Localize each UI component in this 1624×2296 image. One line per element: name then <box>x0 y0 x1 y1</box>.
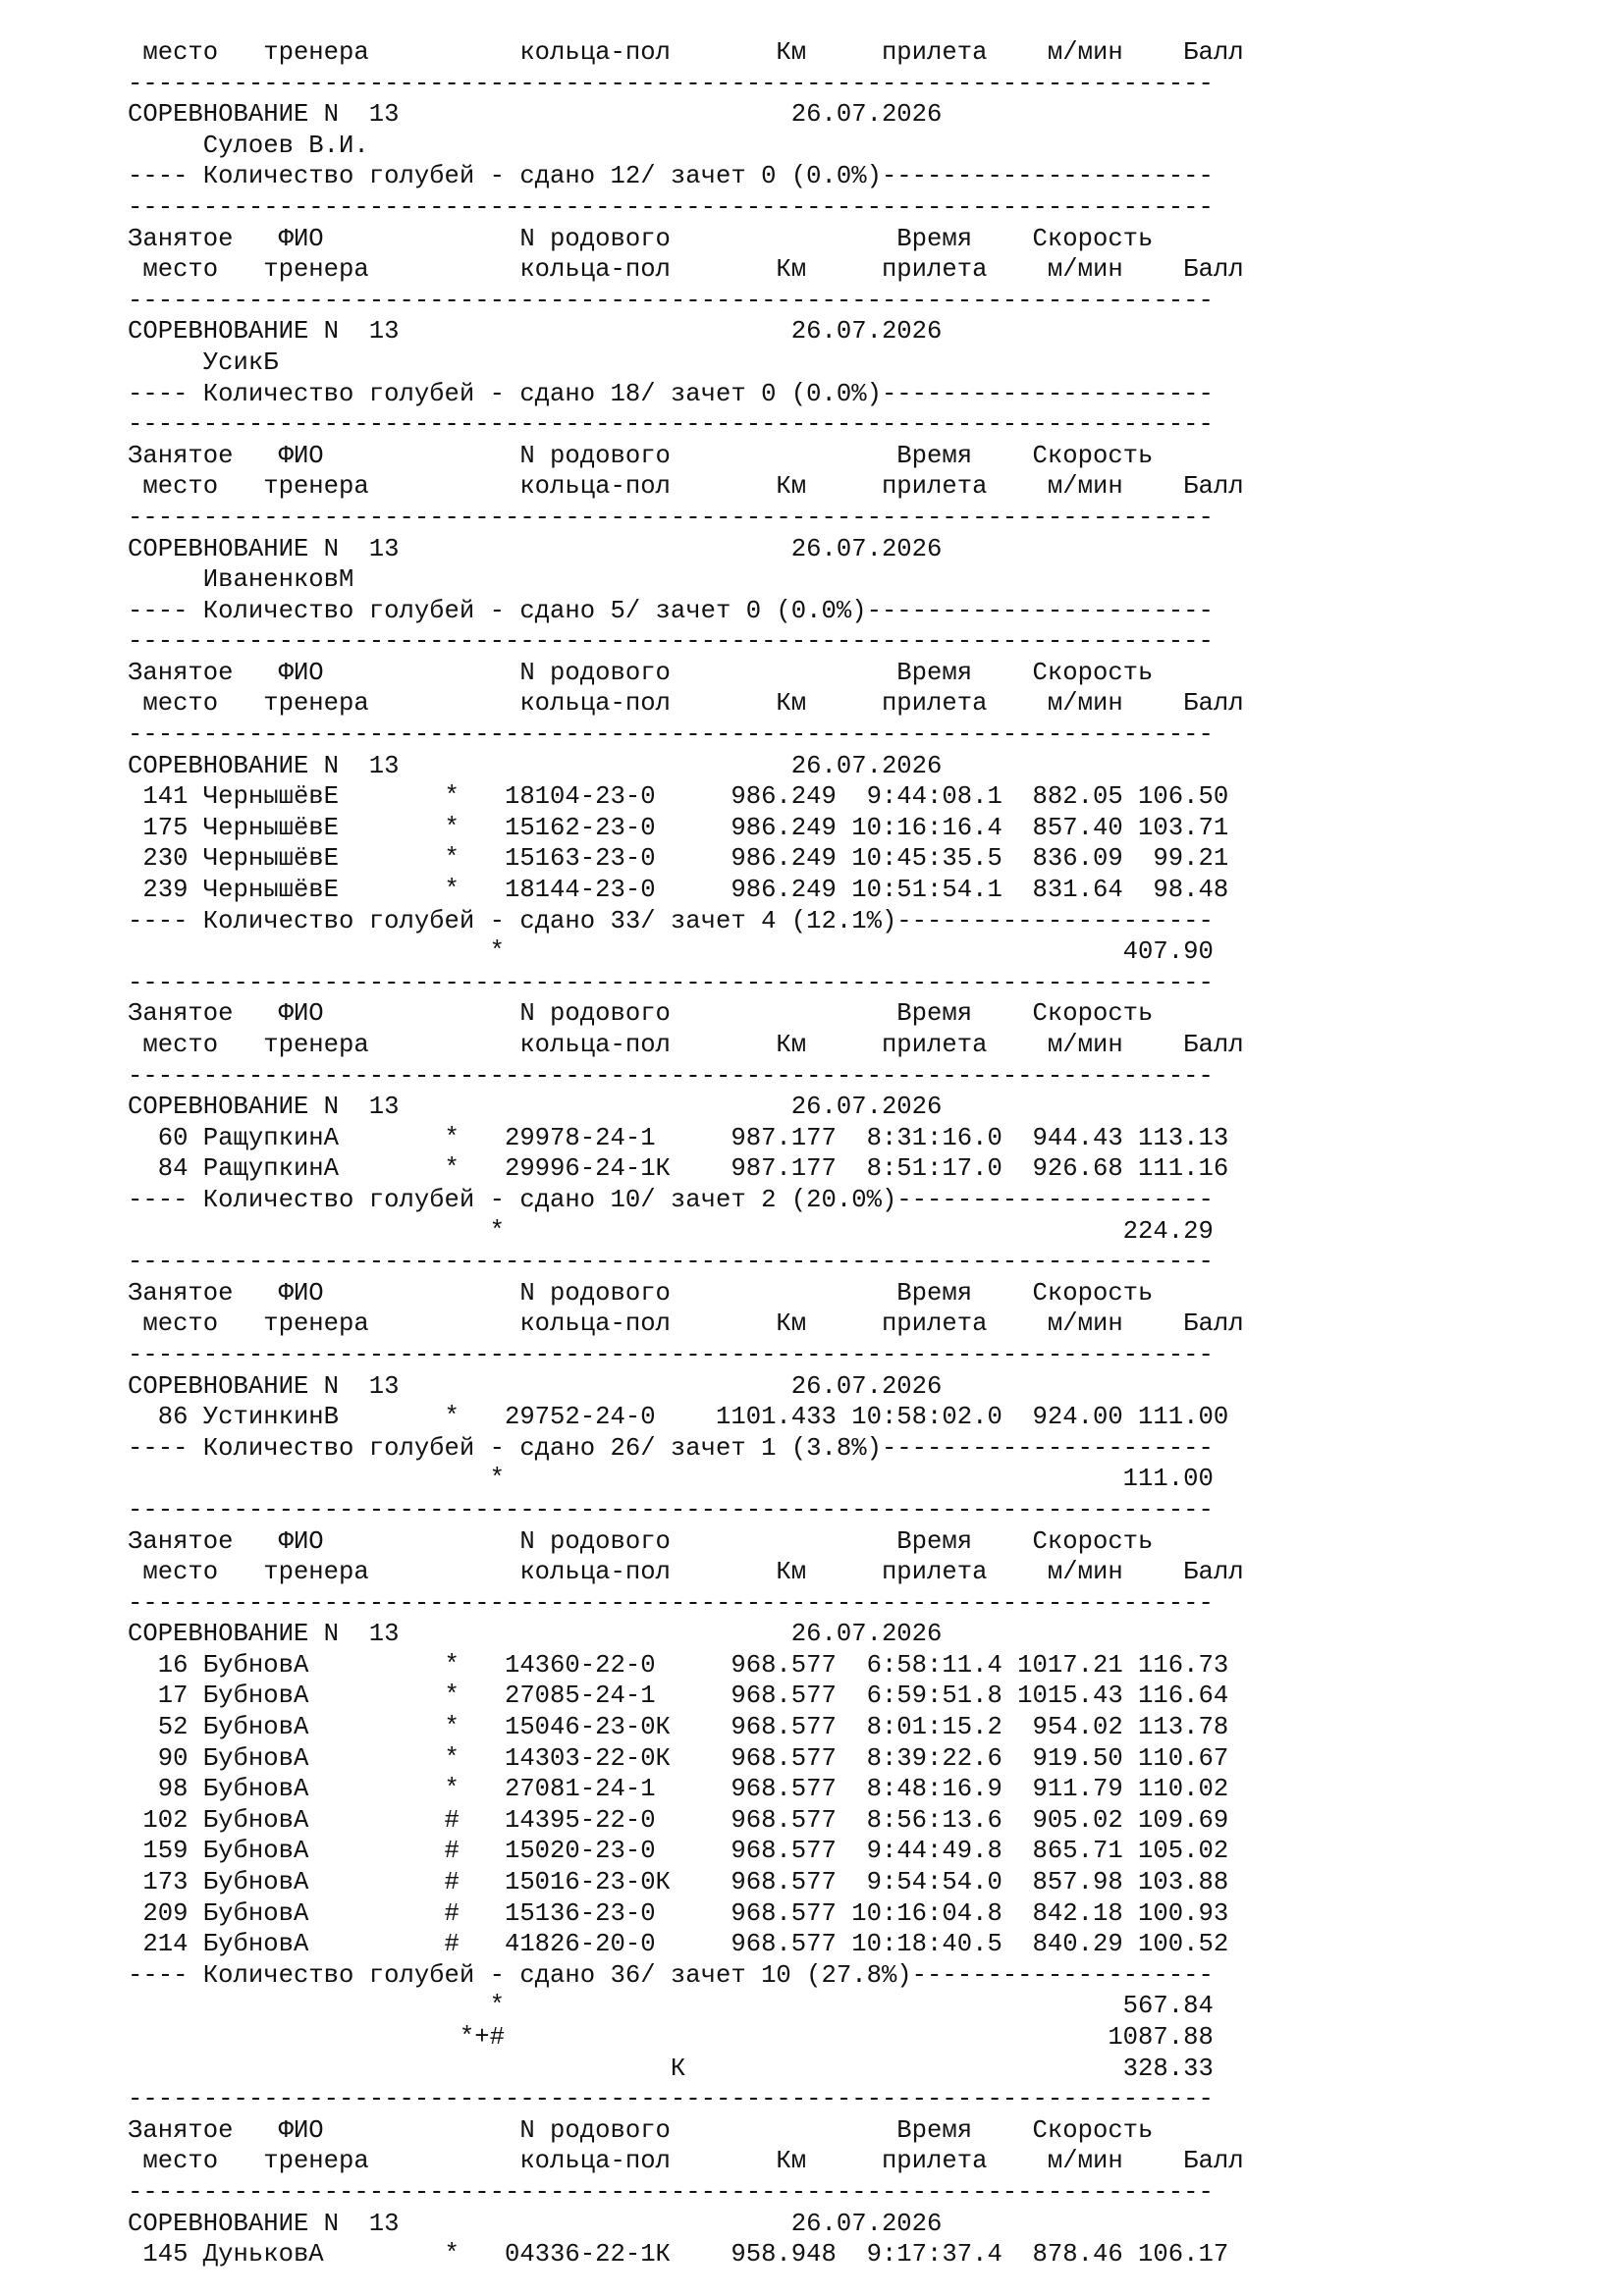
result-row: 239 ЧернышёвЕ * 18144-23-0 986.249 10:51:54.1 831.64 98.48 <box>128 876 1229 905</box>
competition-header: СОРЕВНОВАНИЕ N 13 26.07.2026 <box>128 317 943 347</box>
competition-header: СОРЕВНОВАНИЕ N 13 26.07.2026 <box>128 1371 943 1401</box>
separator-line: ------------------------------------------------------------------------ <box>128 1061 1214 1091</box>
text-line: Сулоев В.И. <box>128 131 369 160</box>
competition-header: СОРЕВНОВАНИЕ N 13 26.07.2026 <box>128 1093 943 1122</box>
separator-line: ------------------------------------------------------------------------ <box>128 2085 1214 2114</box>
separator-line: ------------------------------------------------------------------------ <box>128 1495 1214 1524</box>
score-total: *+# 1087.88 <box>128 2023 1214 2052</box>
competition-header: СОРЕВНОВАНИЕ N 13 26.07.2026 <box>128 100 943 130</box>
summary-line: ---- Количество голубей - сдано 36/ зачет 10 (27.8%)-------------------- <box>128 1960 1214 1990</box>
result-row: 141 ЧернышёвЕ * 18104-23-0 986.249 9:44:08.1 882.05 106.50 <box>128 782 1229 812</box>
summary-line: ---- Количество голубей - сдано 5/ зачет 0 (0.0%)----------------------- <box>128 596 1214 625</box>
result-row: 209 БубновА # 15136-23-0 968.577 10:16:04.8 842.18 100.93 <box>128 1898 1229 1928</box>
competition-header: СОРЕВНОВАНИЕ N 13 26.07.2026 <box>128 1620 943 1649</box>
column-header: Занятое ФИО N родового Время Скорость <box>128 658 1154 687</box>
column-header: Занятое ФИО N родового Время Скорость <box>128 224 1154 253</box>
summary-line: ---- Количество голубей - сдано 12/ зачет 0 (0.0%)---------------------- <box>128 162 1214 191</box>
column-header: место тренера кольца-пол Км прилета м/мин Балл <box>128 472 1244 502</box>
score-total: * 111.00 <box>128 1465 1214 1494</box>
result-row: 90 БубновА * 14303-22-0К 968.577 8:39:22.6 919.50 110.67 <box>128 1743 1229 1773</box>
summary-line: ---- Количество голубей - сдано 33/ зачет 4 (12.1%)--------------------- <box>128 906 1214 935</box>
result-row: 230 ЧернышёвЕ * 15163-23-0 986.249 10:45:35.5 836.09 99.21 <box>128 844 1229 874</box>
separator-line: ------------------------------------------------------------------------ <box>128 1588 1214 1618</box>
separator-line: ------------------------------------------------------------------------ <box>128 192 1214 222</box>
separator-line: ------------------------------------------------------------------------ <box>128 627 1214 657</box>
trainer-name: ИваненковМ <box>128 565 354 595</box>
column-header: место тренера кольца-пол Км прилета м/мин Балл <box>128 38 1244 67</box>
competition-header: СОРЕВНОВАНИЕ N 13 26.07.2026 <box>128 2209 943 2238</box>
column-header: Занятое ФИО N родового Время Скорость <box>128 1278 1154 1308</box>
column-header: Занятое ФИО N родового Время Скорость <box>128 1526 1154 1556</box>
score-total: * 567.84 <box>128 1992 1214 2021</box>
result-row: 60 РащупкинА * 29978-24-1 987.177 8:31:16.0 944.43 113.13 <box>128 1123 1229 1152</box>
column-header: место тренера кольца-пол Км прилета м/мин Балл <box>128 1031 1244 1059</box>
column-header: Занятое ФИО N родового Время Скорость <box>128 2115 1154 2145</box>
competition-header: СОРЕВНОВАНИЕ N 13 26.07.2026 <box>128 751 943 780</box>
result-row: 175 ЧернышёвЕ * 15162-23-0 986.249 10:16:16.4 857.40 103.71 <box>128 813 1229 842</box>
result-row: 16 БубновА * 14360-22-0 968.577 6:58:11.4 1017.21 116.73 <box>128 1650 1229 1680</box>
separator-line: ------------------------------------------------------------------------ <box>128 286 1214 315</box>
result-row: 173 БубновА # 15016-23-0К 968.577 9:54:54.0 857.98 103.88 <box>128 1868 1229 1897</box>
column-header: Занятое ФИО N родового Время Скорость <box>128 999 1154 1029</box>
score-total: К 328.33 <box>128 2054 1214 2083</box>
trainer-name: УсикБ <box>128 347 279 377</box>
column-header: место тренера кольца-пол Км прилета м/мин Балл <box>128 255 1244 285</box>
result-row: 86 УстинкинВ * 29752-24-0 1101.433 10:58:02.0 924.00 111.00 <box>128 1403 1229 1432</box>
separator-line: ------------------------------------------------------------------------ <box>128 721 1214 750</box>
separator-line: ------------------------------------------------------------------------ <box>128 1340 1214 1369</box>
separator-line: ------------------------------------------------------------------------ <box>128 1248 1214 1277</box>
results-printout <box>128 37 1244 2270</box>
column-header: Занятое ФИО N родового Время Скорость <box>128 441 1154 470</box>
column-header: место тренера кольца-пол Км прилета м/мин Балл <box>128 1309 1244 1339</box>
competition-header: СОРЕВНОВАНИЕ N 13 26.07.2026 <box>128 534 943 563</box>
summary-line: ---- Количество голубей - сдано 10/ зачет 2 (20.0%)--------------------- <box>128 1185 1214 1214</box>
column-header: место тренера кольца-пол Км прилета м/мин Балл <box>128 1558 1244 1587</box>
summary-line: ---- Количество голубей - сдано 26/ зачет 1 (3.8%)---------------------- <box>128 1433 1214 1463</box>
score-total: * 224.29 <box>128 1216 1214 1246</box>
column-header: место тренера кольца-пол Км прилета м/мин Балл <box>128 689 1244 719</box>
result-row: 159 БубновА # 15020-23-0 968.577 9:44:49.8 865.71 105.02 <box>128 1837 1229 1866</box>
result-row: 98 БубновА * 27081-24-1 968.577 8:48:16.9 911.79 110.02 <box>128 1775 1229 1804</box>
separator-line: ------------------------------------------------------------------------ <box>128 410 1214 440</box>
result-row: 52 БубновА * 15046-23-0К 968.577 8:01:15.2 954.02 113.78 <box>128 1713 1229 1742</box>
result-row: 145 ДуньковА * 04336-22-1К 958.948 9:17:37.4 878.46 106.17 <box>128 2240 1229 2269</box>
separator-line: ------------------------------------------------------------------------ <box>128 968 1214 997</box>
column-header: место тренера кольца-пол Км прилета м/мин Балл <box>128 2147 1244 2176</box>
result-row: 214 БубновА # 41826-20-0 968.577 10:18:40.5 840.29 100.52 <box>128 1930 1229 1959</box>
score-total: * 407.90 <box>128 937 1214 967</box>
separator-line: ------------------------------------------------------------------------ <box>128 69 1214 98</box>
result-row: 17 БубновА * 27085-24-1 968.577 6:59:51.8 1015.43 116.64 <box>128 1682 1229 1711</box>
result-row: 102 БубновА # 14395-22-0 968.577 8:56:13.6 905.02 109.69 <box>128 1805 1229 1835</box>
separator-line: ------------------------------------------------------------------------ <box>128 2177 1214 2207</box>
summary-line: ---- Количество голубей - сдано 18/ зачет 0 (0.0%)---------------------- <box>128 379 1214 408</box>
result-row: 84 РащупкинА * 29996-24-1К 987.177 8:51:17.0 926.68 111.16 <box>128 1154 1229 1184</box>
separator-line: ------------------------------------------------------------------------ <box>128 503 1214 532</box>
